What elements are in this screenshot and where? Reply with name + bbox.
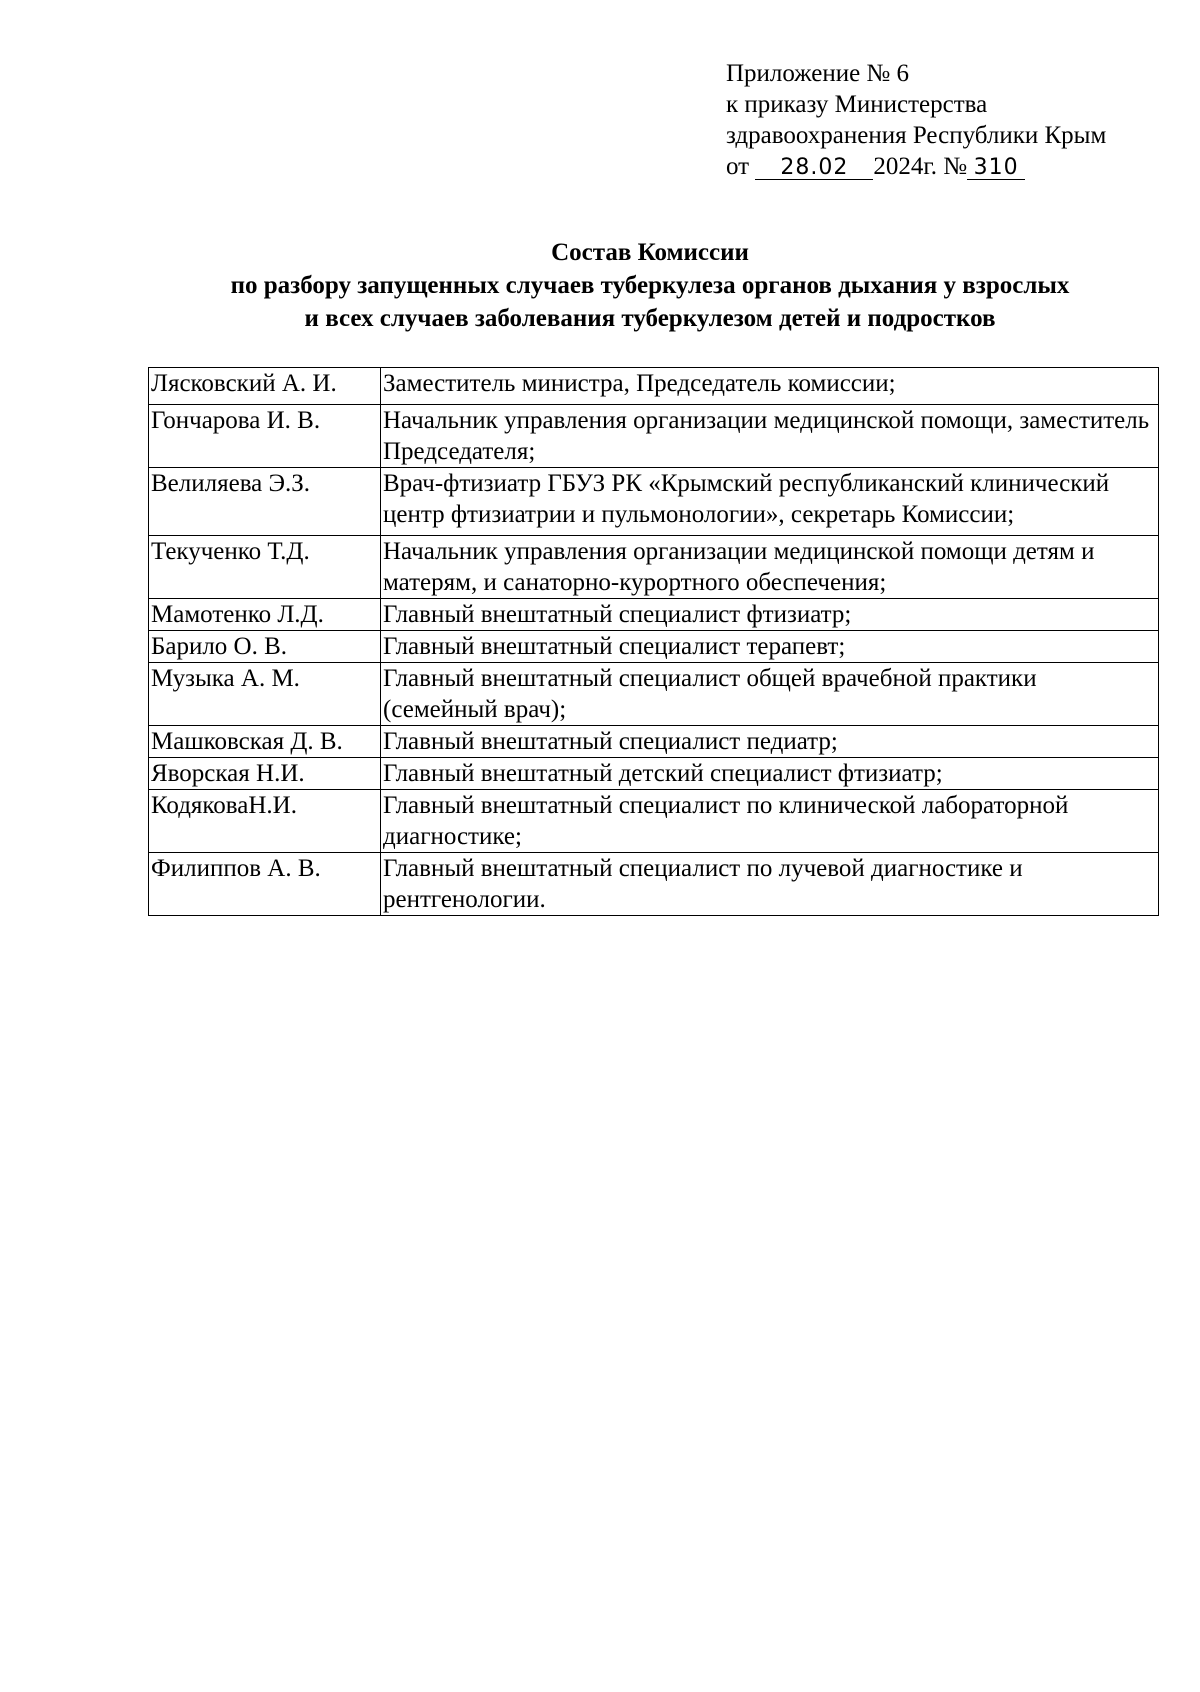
appendix-block xyxy=(726,58,1106,182)
member-position: Начальник управления организации медицинской помощи, заместитель Председателя; xyxy=(381,405,1159,468)
member-position: Главный внештатный специалист по лучевой диагностике и рентгенологии. xyxy=(381,853,1159,916)
member-position: Главный внештатный специалист педиатр; xyxy=(381,726,1159,758)
member-position: Главный внештатный детский специалист фтизиатр; xyxy=(381,758,1159,790)
commission-members-table xyxy=(148,367,1159,916)
member-name: Лясковский А. И. xyxy=(149,368,381,405)
table-row xyxy=(149,726,1159,758)
member-position: Главный внештатный специалист по клинической лабораторной диагностике; xyxy=(381,790,1159,853)
member-name: Филиппов А. В. xyxy=(149,853,381,916)
title-line-2: по разбору запущенных случаев туберкулеза органов дыхания у взрослых xyxy=(230,272,1070,299)
member-position: Главный внештатный специалист фтизиатр; xyxy=(381,599,1159,631)
table-row xyxy=(149,536,1159,599)
table-row xyxy=(149,599,1159,631)
member-position: Начальник управления организации медицинской помощи детям и матерям, и санаторно-курортного обеспечения; xyxy=(381,536,1159,599)
table-row xyxy=(149,663,1159,726)
title-line-3: и всех случаев заболевания туберкулезом детей и подростков xyxy=(304,305,996,332)
order-year: 2024г. № xyxy=(873,153,968,180)
document-title xyxy=(60,236,1200,335)
date-prefix: от xyxy=(726,153,750,180)
member-name: Машковская Д. В. xyxy=(149,726,381,758)
appendix-number: Приложение № 6 xyxy=(726,60,910,87)
member-name: Мамотенко Л.Д. xyxy=(149,599,381,631)
member-name: КодяковаН.И. xyxy=(149,790,381,853)
table-row xyxy=(149,368,1159,405)
appendix-ministry: здравоохранения Республики Крым xyxy=(726,122,1107,149)
member-name: Велиляева Э.З. xyxy=(149,468,381,536)
member-position: Врач-фтизиатр ГБУЗ РК «Крымский республиканский клинический центр фтизиатрии и пульмонологии», секретарь Комиссии; xyxy=(381,468,1159,536)
member-position: Главный внештатный специалист терапевт; xyxy=(381,631,1159,663)
member-name: Барило О. В. xyxy=(149,631,381,663)
table-row xyxy=(149,790,1159,853)
table-row xyxy=(149,853,1159,916)
member-name: Гончарова И. В. xyxy=(149,405,381,468)
table-row xyxy=(149,468,1159,536)
title-line-1: Состав Комиссии xyxy=(551,239,749,266)
table-row xyxy=(149,758,1159,790)
member-name: Текученко Т.Д. xyxy=(149,536,381,599)
appendix-date-line xyxy=(726,151,1106,182)
member-name: Музыка А. М. xyxy=(149,663,381,726)
handwritten-date: 28.02 xyxy=(755,157,873,180)
handwritten-order-number: 310 xyxy=(967,157,1025,180)
member-name: Яворская Н.И. xyxy=(149,758,381,790)
table-row xyxy=(149,405,1159,468)
appendix-order-ref: к приказу Министерства xyxy=(726,91,988,118)
member-position: Заместитель министра, Председатель комиссии; xyxy=(381,368,1159,405)
table-row xyxy=(149,631,1159,663)
member-position: Главный внештатный специалист общей врачебной практики (семейный врач); xyxy=(381,663,1159,726)
